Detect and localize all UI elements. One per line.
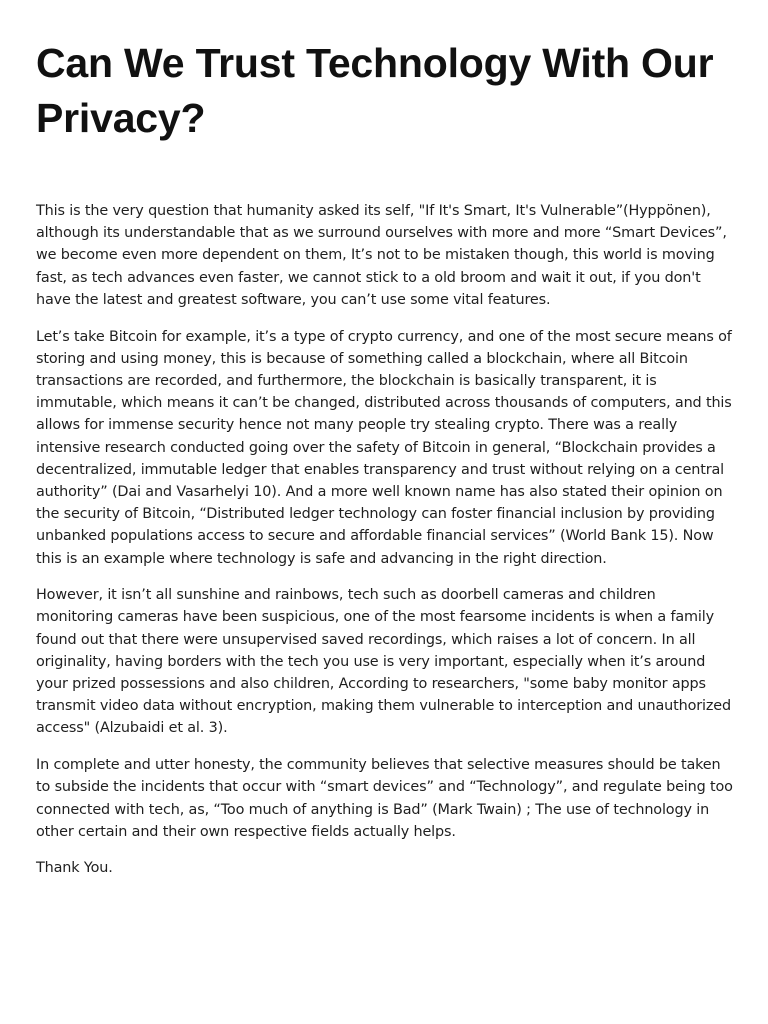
page-title: Can We Trust Technology With Our Privacy? — [36, 40, 714, 141]
paragraph-intro: This is the very question that humanity asked its self, "If It's Smart, It's Vulnerable”(Hyppönen), although its understandable that as we surround ourselves with more and more “Smart Devices”, we become even more dependent on them, It’s not to be mistaken though, this world is moving fast, as tech advances even faster, we cannot stick to a old broom and wait it out, if you don't have the latest and greatest software, you can’t use some vital features. — [36, 203, 727, 308]
paragraph-conclusion: In complete and utter honesty, the community believes that selective measures should be taken to subside the incidents that occur with “smart devices” and “Technology”, and regulate being too connected with tech, as, “Too much of anything is Bad” (Mark Twain) ; The use of technology in other certain and their own respective fields actually helps. — [36, 757, 733, 840]
paragraph-thanks: Thank You. — [36, 860, 113, 877]
paragraph-cameras: However, it isn’t all sunshine and rainbows, tech such as doorbell cameras and children monitoring cameras have been suspicious, one of the most fearsome incidents is when a family found out that there were unsupervised saved recordings, which raises a lot of concern. In all originality, having borders with the tech you use is very important, especially when it’s around your prized possessions and also children, According to researchers, "some baby monitor apps transmit video data without encryption, making them vulnerable to interception and unauthorized access" (Alzubaidi et al. 3). — [36, 587, 731, 737]
document-page — [36, 36, 736, 894]
paragraph-bitcoin: Let’s take Bitcoin for example, it’s a type of crypto currency, and one of the most secure means of storing and using money, this is because of something called a blockchain, where all Bitcoin transactions are recorded, and furthermore, the blockchain is basically transparent, it is immutable, which means it can’t be changed, distributed across thousands of computers, and this allows for immense security hence not many people try stealing crypto. There was a really intensive research conducted going over the safety of Bitcoin in general, “Blockchain provides a decentralized, immutable ledger that enables transparency and trust without relying on a central authority” (Dai and Vasarhelyi 10). And a more well known name has also stated their opinion on the security of Bitcoin, “Distributed ledger technology can foster financial inclusion by providing unbanked populations access to secure and affordable financial services” (World Bank 15). Now this is an example where technology is safe and advancing in the right direction. — [36, 328, 732, 567]
